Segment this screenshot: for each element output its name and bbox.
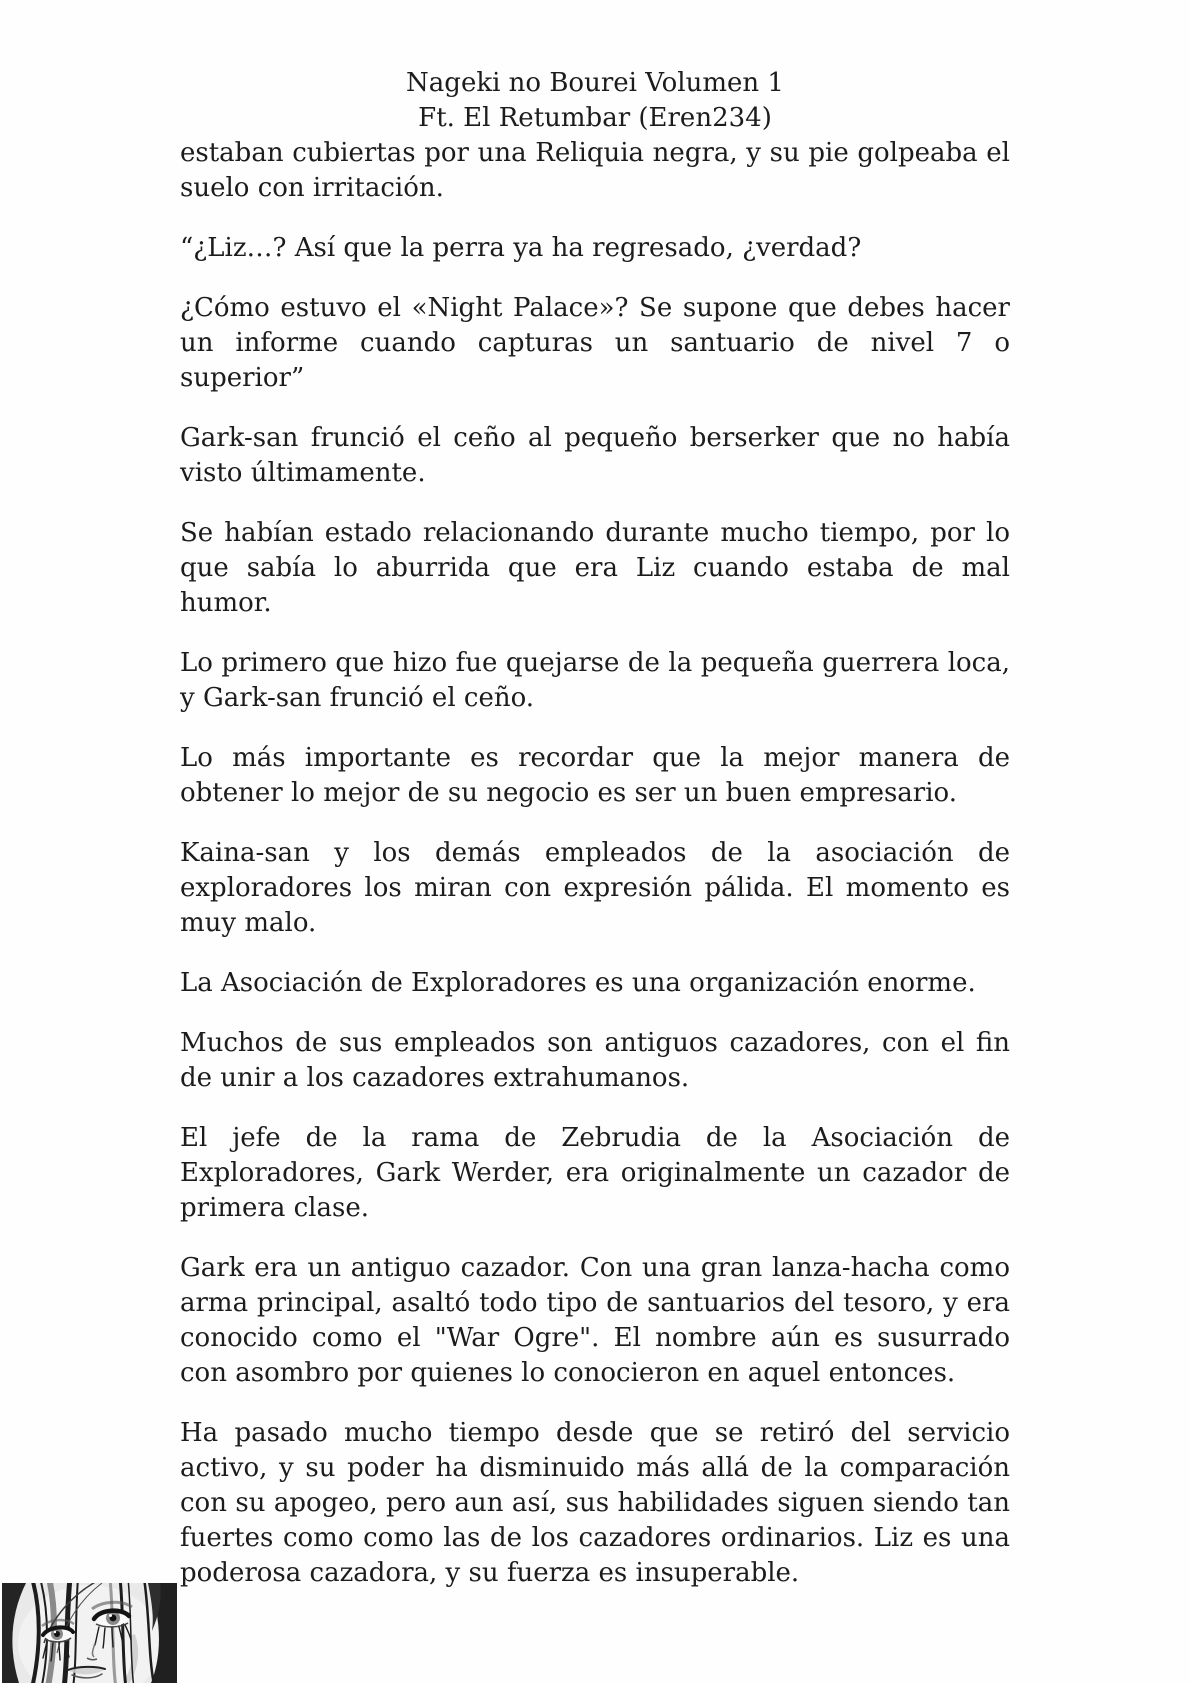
paragraph: Gark-san frunció el ceño al pequeño berserker que no había visto últimamente.: [180, 423, 1010, 488]
document-content: [180, 66, 1010, 1616]
document-body: [180, 136, 1010, 1591]
paragraph: El jefe de la rama de Zebrudia de la Asociación de Exploradores, Gark Werder, era originalmente un cazador de primera clase.: [180, 1123, 1010, 1223]
paragraph: Gark era un antiguo cazador. Con una gran lanza-hacha como arma principal, asaltó todo tipo de santuarios del tesoro, y era conocido como el "War Ogre". El nombre aún es susurrado con asombro por quienes lo conocieron en aquel entonces.: [180, 1253, 1010, 1388]
document-title: Nageki no Bourei Volumen 1: [406, 68, 784, 98]
paragraph: Lo más importante es recordar que la mejor manera de obtener lo mejor de su negocio es ser un buen empresario.: [180, 743, 1010, 808]
manga-face-image: [2, 1583, 177, 1683]
paragraph: estaban cubiertas por una Reliquia negra, y su pie golpeaba el suelo con irritación.: [180, 138, 1010, 203]
paragraph: La Asociación de Exploradores es una organización enorme.: [180, 968, 976, 998]
manga-face-illustration: [2, 1583, 177, 1683]
paragraph: Se habían estado relacionando durante mucho tiempo, por lo que sabía lo aburrida que era Liz cuando estaba de mal humor.: [180, 518, 1010, 618]
paragraph: ¿Cómo estuvo el «Night Palace»? Se supone que debes hacer un informe cuando capturas un santuario de nivel 7 o superior”: [180, 293, 1010, 393]
document-subtitle: Ft. El Retumbar (Eren234): [418, 103, 772, 133]
paragraph: “¿Liz…? Así que la perra ya ha regresado, ¿verdad?: [180, 233, 862, 263]
paragraph: Lo primero que hizo fue quejarse de la pequeña guerrera loca, y Gark-san frunció el ceño.: [180, 648, 1010, 713]
document-header: [180, 66, 1010, 136]
paragraph: Kaina-san y los demás empleados de la asociación de exploradores los miran con expresión pálida. El momento es muy malo.: [180, 838, 1010, 938]
paragraph: Ha pasado mucho tiempo desde que se retiró del servicio activo, y su poder ha disminuido más allá de la comparación con su apogeo, pero aun así, sus habilidades siguen siendo tan fuertes como como las de los cazadores ordinarios. Liz es una poderosa cazadora, y su fuerza es insuperable.: [180, 1418, 1010, 1588]
paragraph: Muchos de sus empleados son antiguos cazadores, con el fin de unir a los cazadores extrahumanos.: [180, 1028, 1010, 1093]
